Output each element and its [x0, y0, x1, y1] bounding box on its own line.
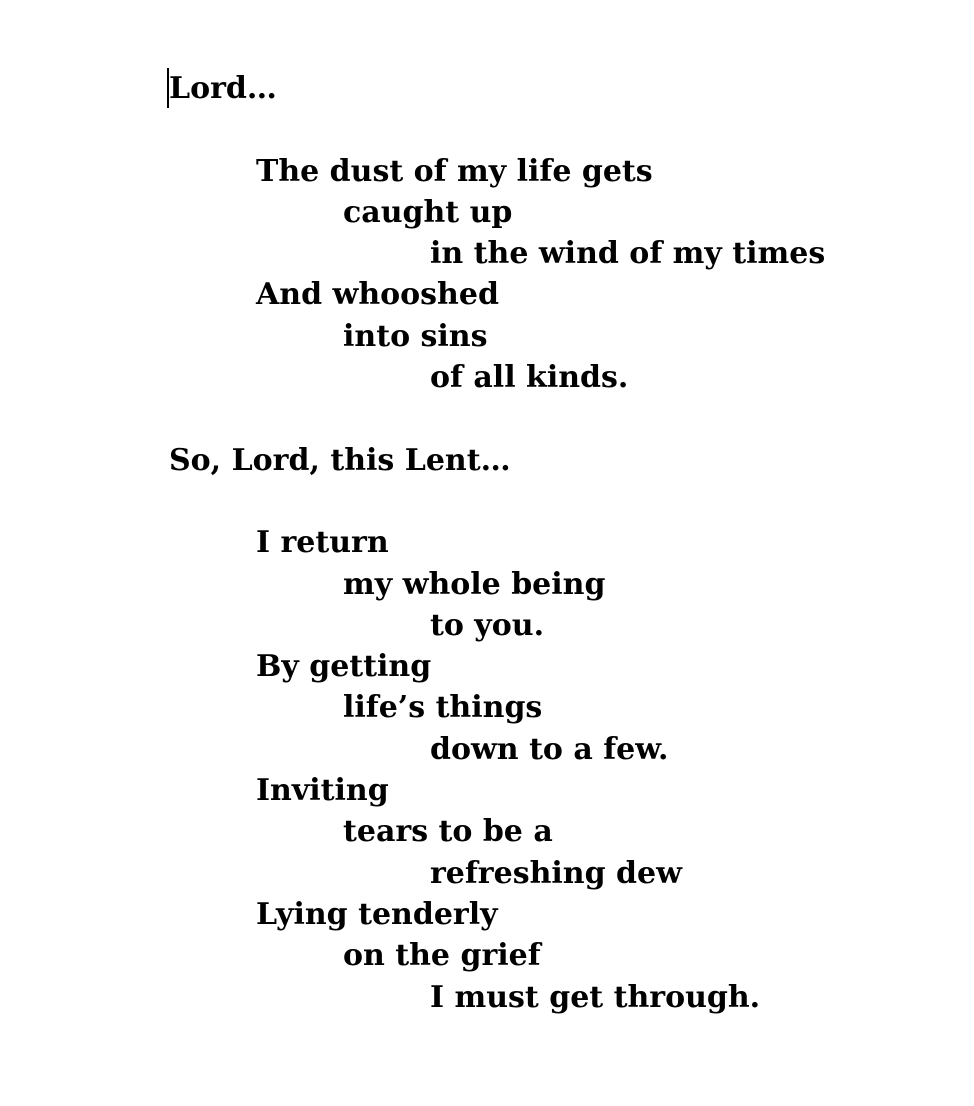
poem-line-text: Lying tenderly	[256, 896, 498, 932]
poem-line-text: By getting	[256, 649, 432, 685]
blank-line	[169, 398, 825, 439]
poem-line[interactable]	[430, 357, 825, 398]
poem-line[interactable]	[343, 687, 825, 728]
poem-line-text: The dust of my life gets	[256, 153, 653, 189]
poem-line-text: caught up	[343, 194, 513, 230]
poem-line[interactable]	[343, 935, 825, 976]
poem-document[interactable]	[169, 68, 825, 1018]
poem-line-text: I return	[256, 525, 389, 561]
poem-line-text: So, Lord, this Lent…	[169, 442, 511, 478]
poem-line[interactable]	[256, 274, 825, 315]
poem-line[interactable]	[256, 646, 825, 687]
poem-line[interactable]	[256, 522, 825, 563]
poem-line[interactable]	[256, 151, 825, 192]
poem-line[interactable]	[343, 564, 825, 605]
poem-line[interactable]	[169, 440, 825, 481]
poem-line-text: Inviting	[256, 773, 389, 809]
poem-line-text: of all kinds.	[430, 360, 629, 396]
poem-line-text: life’s things	[343, 690, 543, 726]
poem-line-text: in the wind of my times	[430, 236, 826, 272]
poem-line[interactable]	[343, 316, 825, 357]
poem-line[interactable]	[256, 770, 825, 811]
poem-line-text: tears to be a	[343, 814, 553, 850]
poem-line[interactable]	[430, 233, 825, 274]
poem-line[interactable]	[343, 192, 825, 233]
poem-line-text: Lord…	[169, 71, 277, 106]
poem-line-text: down to a few.	[430, 731, 669, 767]
poem-line-text: refreshing dew	[430, 855, 682, 891]
poem-line[interactable]	[430, 729, 825, 770]
poem-line[interactable]	[256, 894, 825, 935]
poem-line[interactable]	[169, 68, 825, 109]
poem-line-text: I must get through.	[430, 979, 761, 1015]
blank-line	[169, 481, 825, 522]
poem-line[interactable]	[430, 605, 825, 646]
poem-line-text: my whole being	[343, 566, 606, 602]
poem-line-text: to you.	[430, 607, 545, 643]
poem-line-text: into sins	[343, 318, 488, 354]
poem-line-text: And whooshed	[256, 277, 499, 313]
poem-line[interactable]	[430, 977, 825, 1018]
poem-line[interactable]	[430, 853, 825, 894]
text-cursor	[167, 68, 169, 108]
blank-line	[169, 109, 825, 150]
poem-line-text: on the grief	[343, 938, 541, 974]
poem-line[interactable]	[343, 811, 825, 852]
